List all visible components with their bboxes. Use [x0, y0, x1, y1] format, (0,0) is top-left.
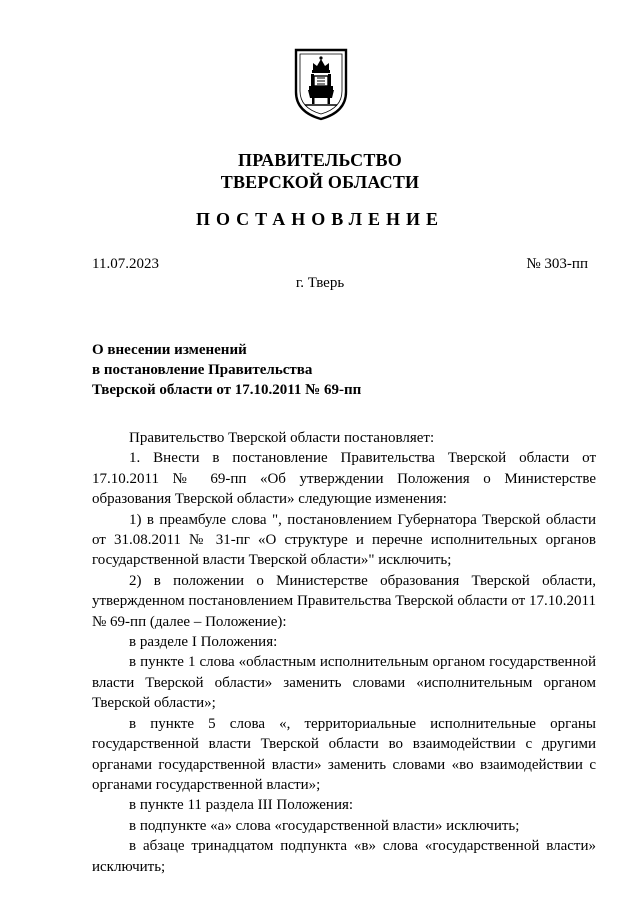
body-paragraph: 2) в положении о Министерстве образования Тверской области, утвержденном постановлением Правительства Тверской области от 17.10.2011 № 69-пп (далее – Положение):	[92, 572, 596, 630]
document-date: 11.07.2023	[92, 256, 159, 272]
body-paragraph: в абзаце тринадцатом подпункта «в» слова «государственной власти» исключить;	[92, 838, 596, 875]
body-paragraph: в пункте 1 слова «областным исполнительным органом государственной власти Тверской области» заменить словами «исполнительным органом Тверской области»;	[92, 654, 596, 712]
document-city: г. Тверь	[295, 275, 345, 291]
document-body	[92, 428, 596, 877]
subject-line: Тверской области от 17.10.2011 № 69-пп	[92, 382, 362, 398]
body-paragraph: Правительство Тверской области постановляет:	[129, 430, 435, 446]
subject-line: О внесении изменений	[92, 342, 247, 358]
document-type: ПОСТАНОВЛЕНИЕ	[195, 209, 445, 229]
org-name-line2: ТВЕРСКОЙ ОБЛАСТИ	[220, 172, 420, 192]
tver-coat-of-arms-icon	[293, 46, 349, 122]
document-subject	[92, 340, 512, 400]
body-paragraph: в пункте 5 слова «, территориальные исполнительные органы государственной власти Тверской области во взаимодействии с другими органами государственной власти» заменить словами «во взаимодействии с органами государственной власти»;	[92, 715, 596, 793]
body-paragraph: 1. Внести в постановление Правительства Тверской области от 17.10.2011 № 69-пп «Об утверждении Положения о Министерстве образования Тверской области» следующие изменения:	[92, 450, 596, 508]
body-paragraph: в подпункте «а» слова «государственной власти» исключить;	[129, 817, 520, 834]
document-number: № 303-пп	[526, 256, 588, 272]
body-paragraph: 1) в преамбуле слова ", постановлением Губернатора Тверской области от 31.08.2011 № 31-пг «О структуре и перечне исполнительных органов государственной власти Тверской области»" исключить;	[92, 511, 596, 569]
org-name-line1: ПРАВИТЕЛЬСТВО	[238, 150, 402, 170]
body-paragraph: в разделе I Положения:	[129, 634, 278, 651]
subject-line: в постановление Правительства	[92, 362, 313, 378]
body-paragraph: в пункте 11 раздела III Положения:	[129, 797, 354, 814]
